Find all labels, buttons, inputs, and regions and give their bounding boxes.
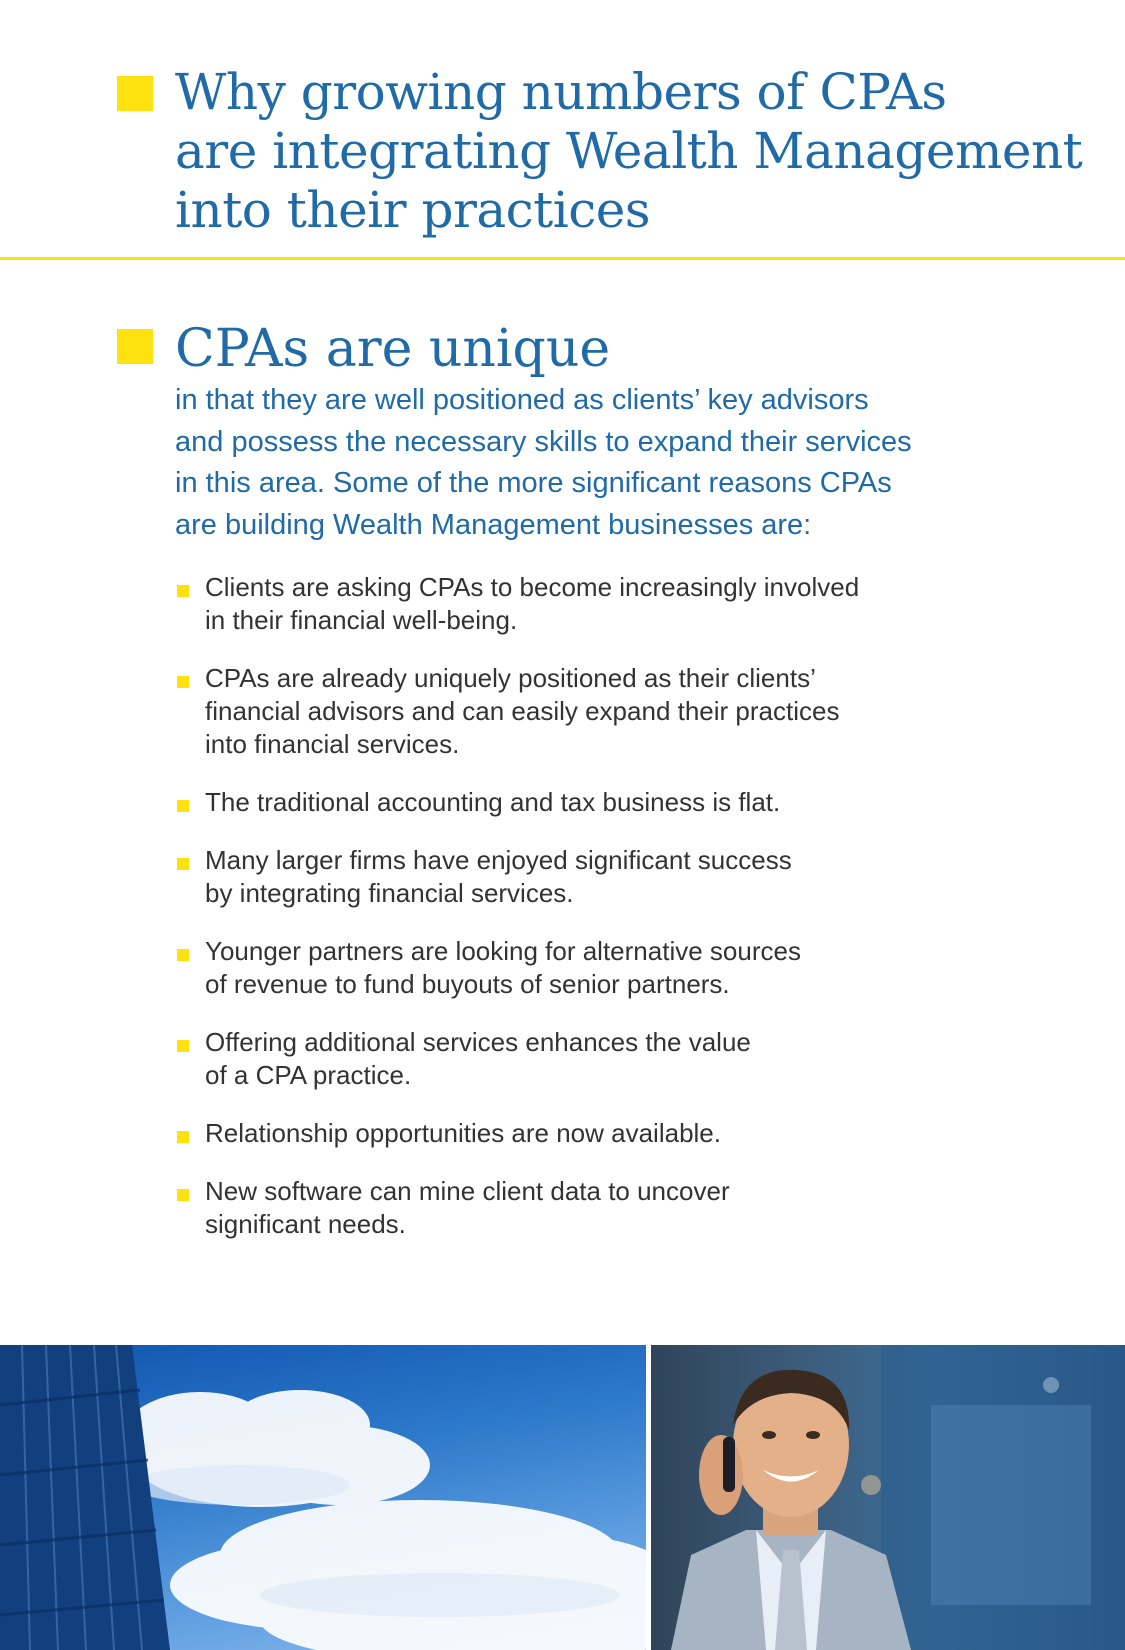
bullet-square-icon [177,676,189,688]
list-item-line: Relationship opportunities are now available. [205,1118,721,1148]
list-item [205,662,925,761]
list-item-line: significant needs. [205,1209,406,1239]
sky-building-photo [0,1345,646,1650]
page-title [175,63,1082,240]
list-item [205,935,925,1001]
list-item-line: CPAs are already uniquely positioned as their clients’ [205,663,816,693]
list-item-line: Offering additional services enhances the value [205,1027,751,1057]
bullet-square-icon [177,800,189,812]
heading-square-icon [117,76,153,111]
bullet-square-icon [177,1131,189,1143]
list-item-line: New software can mine client data to uncover [205,1176,730,1206]
list-item-line: The traditional accounting and tax business is flat. [205,787,781,817]
page-title-line: are integrating Wealth Management [175,122,1083,180]
intro-line: in this area. Some of the more significant reasons CPAs [175,467,892,499]
intro-line: are building Wealth Management businesses are: [175,508,812,541]
list-item-line: Many larger firms have enjoyed significant success [205,845,792,875]
section-square-icon [117,329,153,364]
list-item [205,844,925,910]
list-item-line: by integrating financial services. [205,878,574,908]
section-title: CPAs are unique [175,319,611,379]
bullet-square-icon [177,858,189,870]
intro-line: in that they are well positioned as clients’ key advisors [175,384,869,416]
divider [0,257,1125,260]
list-item-line: Clients are asking CPAs to become increasingly involved [205,572,860,602]
reasons-list [205,571,925,1266]
list-item [205,571,925,637]
page-title-line: Why growing numbers of CPAs [175,63,947,121]
bullet-square-icon [177,1189,189,1201]
list-item [205,1117,925,1150]
list-item-line: in their financial well-being. [205,605,518,635]
bullet-square-icon [177,1040,189,1052]
list-item-line: financial advisors and can easily expand their practices [205,696,840,726]
list-item [205,1175,925,1241]
page-title-line: into their practices [175,181,651,239]
list-item-line: of a CPA practice. [205,1060,412,1090]
list-item-line: into financial services. [205,729,460,759]
list-item [205,1026,925,1092]
bullet-square-icon [177,949,189,961]
businessman-phone-photo [651,1345,1125,1650]
bullet-square-icon [177,585,189,597]
list-item-line: of revenue to fund buyouts of senior partners. [205,969,730,999]
list-item [205,786,925,819]
section-intro [175,380,1075,546]
list-item-line: Younger partners are looking for alternative sources [205,936,801,966]
intro-line: and possess the necessary skills to expand their services [175,425,912,458]
